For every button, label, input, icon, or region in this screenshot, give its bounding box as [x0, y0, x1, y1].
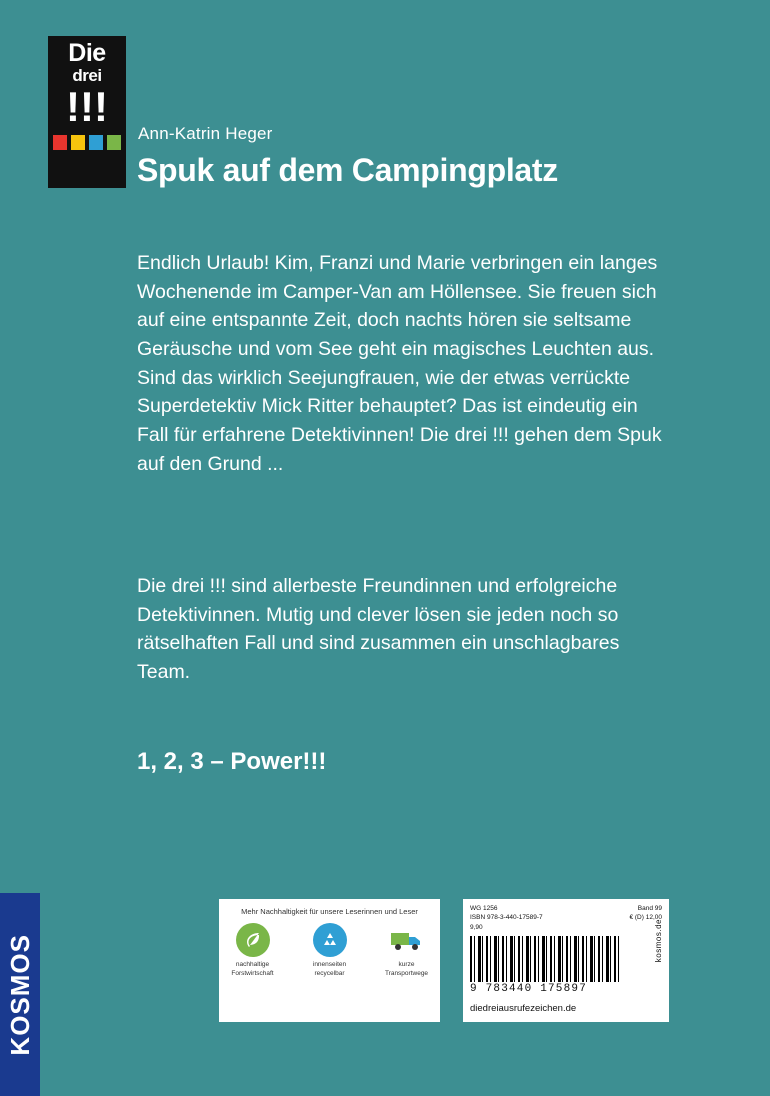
wg-code: WG 1256	[470, 905, 498, 912]
logo-line-drei: drei	[72, 65, 102, 85]
swatch-blue	[89, 135, 103, 150]
volume-number: Band 99	[637, 905, 662, 912]
publisher-name: KOSMOS	[4, 933, 35, 1056]
author-name: Ann-Katrin Heger	[138, 124, 273, 143]
blurb-paragraph-2: Die drei !!! sind allerbeste Freundinnen und erfolgreiche Detektivinnen. Mutig und clever lösen sie jeden noch so rätselhaften Fall und sind zusammen ein unschlagbares Team.	[137, 575, 620, 683]
series-website: diedreiausrufezeichen.de	[470, 1003, 577, 1015]
swatch-yellow	[71, 135, 85, 150]
barcode-panel	[463, 899, 669, 1022]
series-tagline: 1, 2, 3 – Power!!!	[137, 748, 327, 775]
swatch-red	[53, 135, 67, 150]
ean-number: 9 783440 175897	[470, 983, 588, 996]
recycle-icon	[313, 923, 347, 957]
publisher-website: kosmos.de	[654, 919, 663, 963]
sustainability-caption-recycle: innenseiten recycelbar	[312, 961, 347, 977]
sustainability-item-forest	[225, 923, 280, 978]
isbn-line: ISBN 978-3-440-17589-7	[470, 914, 543, 922]
sustainability-item-transport	[379, 923, 434, 978]
price: € (D) 12,00	[629, 914, 662, 922]
logo-exclamation-icon: !!!	[66, 82, 108, 130]
publisher-logo	[0, 893, 40, 1096]
price-at: 9,90	[470, 923, 483, 931]
truck-icon	[390, 923, 424, 957]
barcode-bars	[470, 936, 622, 982]
sustainability-icon-row	[225, 923, 434, 978]
barcode-meta	[470, 904, 662, 932]
sustainability-caption-transport: kurze Transportwege	[384, 961, 429, 977]
logo-color-swatches	[53, 135, 121, 150]
sustainability-panel	[219, 899, 440, 1022]
logo-line-die: Die	[68, 39, 106, 67]
series-logo	[48, 36, 126, 188]
sustainability-caption-forest: nachhaltige Forstwirtschaft	[231, 961, 274, 977]
swatch-green	[107, 135, 121, 150]
sustainability-headline: Mehr Nachhaltigkeit für unsere Leserinnen und Leser	[241, 907, 418, 916]
blurb-paragraph-1: Endlich Urlaub! Kim, Franzi und Marie verbringen ein langes Wochenende im Camper-Van am Höllensee. Sie freuen sich auf eine entspannte Zeit, doch nachts hören sie seltsame Geräusche und vom See geht ein magisches Leuchten aus. Sind das wirklich Seejungfrauen, wie der etwas verrückte Superdetektiv Mick Ritter behauptet? Das ist eindeutig ein Fall für erfahrene Detektivinnen! Die drei !!! gehen dem Spuk auf den Grund ...	[137, 252, 662, 475]
page-title: Spuk auf dem Campingplatz	[137, 152, 558, 188]
barcode-meta-left	[470, 904, 543, 932]
leaf-icon	[236, 923, 270, 957]
sustainability-item-recycle	[302, 923, 357, 978]
